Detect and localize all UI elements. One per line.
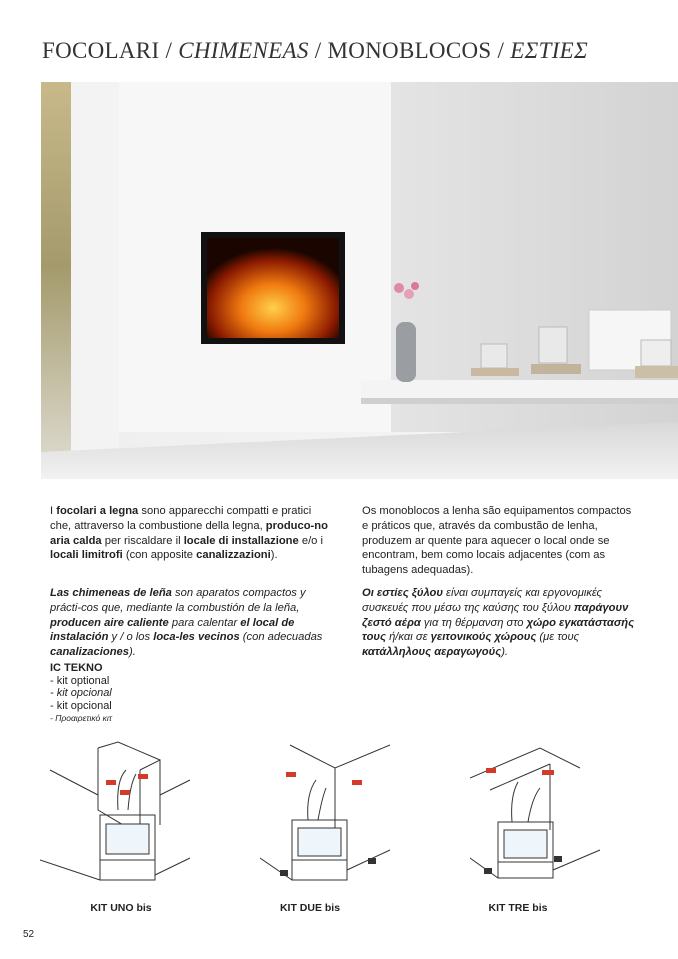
kit-line-it: - kit optional [50, 674, 110, 687]
kit-heading: IC TEKNO [50, 662, 103, 674]
kit-due-label: KIT DUE bis [279, 902, 341, 914]
description-italian: I focolari a legna sono apparecchi compatti e pratici che, attraverso la combustione della legna, produco-no aria calda per riscaldare il locale di installazione e/o i locali limitrofi (con apposite canalizzazioni). [50, 505, 328, 562]
kit-tre-label: KIT TRE bis [488, 902, 548, 914]
kit-due-diagram [260, 740, 400, 890]
kit-options-list [50, 662, 112, 725]
description-portuguese: Os monoblocos a lenha são equipamentos compactos e práticos que, através da combustão de lenha, produzem ar quente para aquecer o local onde se encontram, bem como locais adjacentes (com as tubagens adequadas). [362, 505, 632, 577]
kit-uno-diagram [40, 740, 200, 890]
description-spanish: Las chimeneas de leña son aparatos compactos y prácti-cos que, mediante la combustión de la leña, producen aire caliente para calentar el local de instalación y / o los loca-les vecinos (con adecuadas canalizaciones). [50, 587, 323, 659]
kit-tre-diagram [470, 738, 610, 888]
page-number: 52 [23, 929, 35, 940]
fireplace-photo [41, 82, 678, 479]
kit-line-pt: - kit opcional [50, 699, 112, 712]
description-greek: Οι εστίες ξύλου είναι συμπαγείς και εργονομικές συσκευές που μέσω της καύσης του ξύλου παράγουν ζεστό αέρα για τη θέρμανση στο χώρο εγκατάστασής τους ή/και σε γειτονικούς χώρους (με τους κατάλληλους αεραγωγούς). [362, 587, 635, 659]
kit-line-gr: - Προαιρετικό κιτ [50, 713, 112, 724]
page-title: FOCOLARI / CHIMENEAS / MONOBLOCOS / ΕΣΤΙΕΣ [42, 38, 588, 63]
kit-line-es: - kit opcional [50, 687, 112, 700]
kit-uno-label: KIT UNO bis [90, 902, 152, 914]
